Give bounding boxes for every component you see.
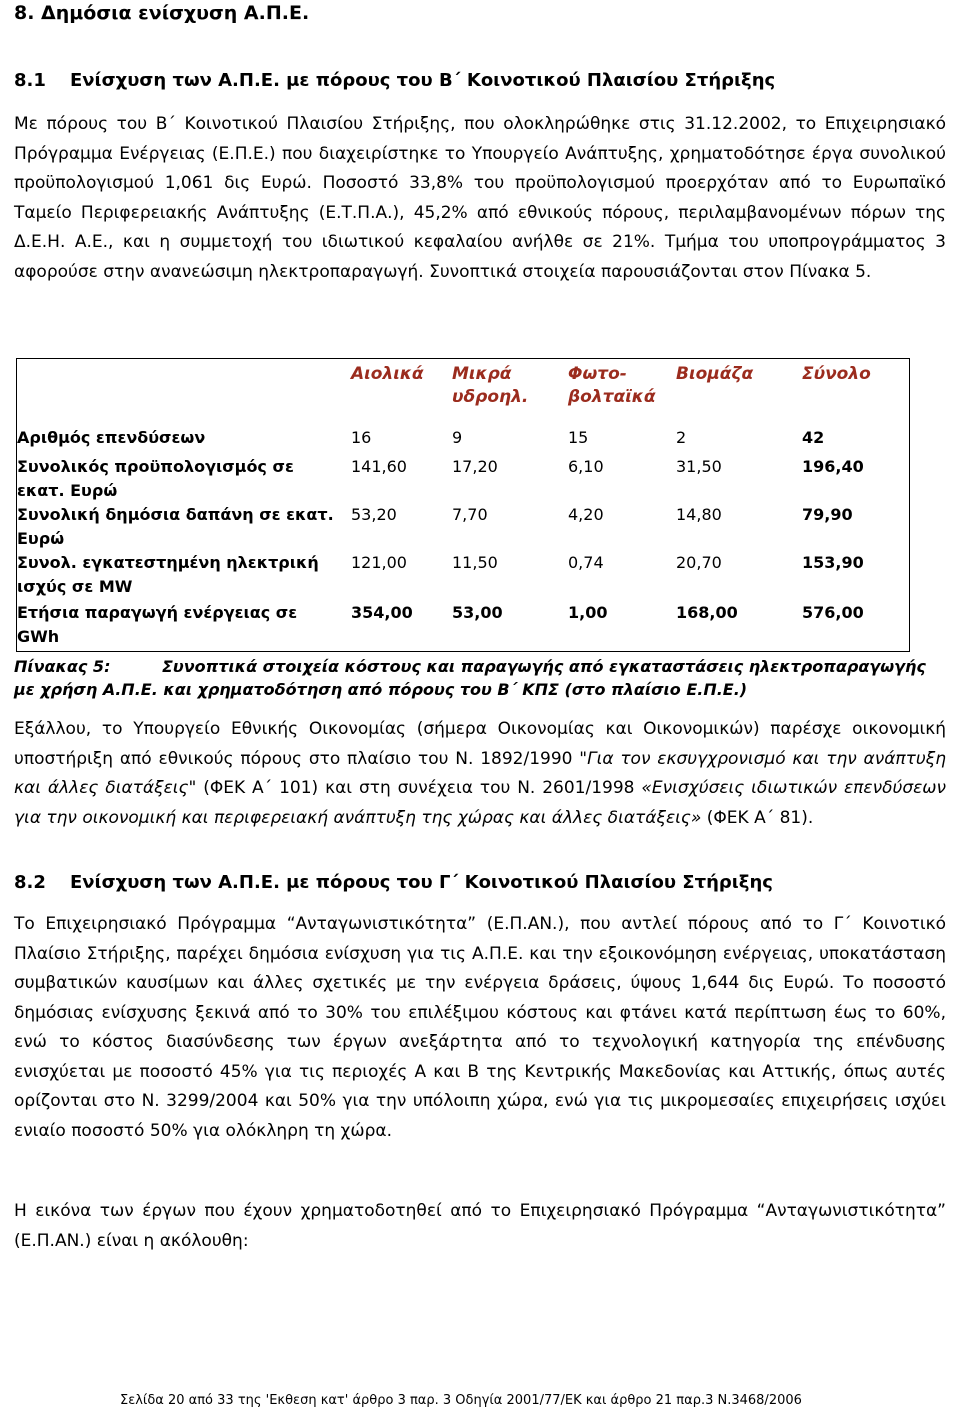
table-cell: 15 (568, 428, 589, 447)
funding-paragraph (14, 715, 946, 833)
table-cell: 6,10 (568, 457, 604, 476)
table-cell: 53,20 (351, 505, 397, 524)
table-header-photovoltaic: Φωτο-βολταϊκά (568, 364, 656, 407)
law-title-italic: Για τον εκσυγχρονισμό και την ανάπτυξη και άλλες διατάξεις (14, 748, 946, 798)
table-cell: 9 (452, 428, 463, 447)
table-cell: 0,74 (568, 553, 604, 572)
para-text: " (ΦΕΚ Α΄ 101) και στη συνέχεια του Ν. 2601/1998 (188, 778, 642, 798)
section-8-1-paragraph: Με πόρους του Β΄ Κοινοτικού Πλαισίου Στήριξης, που ολοκληρώθηκε στις 31.12.2002, το Επιχειρησιακό Πρόγραμμα Ενέργειας (Ε.Π.Ε.) που διαχειρίστηκε το Υπουργείο Ανάπτυξης, χρηματοδότησε έργα συνολικού προϋπολογισμού 1,061 δις Ευρώ. Ποσοστό 33,8% του προϋπολογισμού προερχόταν από το Ευρωπαϊκό Ταμείο Περιφερειακής Ανάπτυξης (Ε.Τ.Π.Α.), 45,2% από εθνικούς πόρους, περιλαμβανομένων πόρων της Δ.Ε.Η. Α.Ε., και η συμμετοχή του ιδιωτικού κεφαλαίου ανήλθε σε 21%. Τμήμα του υποπρογράμματος 3 αφορούσε στην ανανεώσιμη ηλεκτροπαραγωγή. Συνοπτικά στοιχεία παρουσιάζονται στον Πίνακα 5. (14, 114, 946, 282)
table-cell: 121,00 (351, 553, 407, 572)
table-cell-total: 576,00 (802, 603, 864, 622)
section-8-1-heading (14, 70, 775, 91)
table-cell: 17,20 (452, 457, 498, 476)
section-8-2-heading (14, 872, 773, 893)
table-cell: 14,80 (676, 505, 722, 524)
section-title: Ενίσχυση των Α.Π.Ε. με πόρους του Γ΄ Κοινοτικού Πλαισίου Στήριξης (70, 872, 773, 893)
table-row-label: Συνολικός προϋπολογισμός σε εκατ. Ευρώ (17, 457, 294, 500)
table-cell-total: 153,90 (802, 553, 864, 572)
section-8-heading: 8. Δημόσια ενίσχυση Α.Π.Ε. (14, 2, 310, 24)
caption-text: Συνοπτικά στοιχεία κόστους και παραγωγής από εγκαταστάσεις ηλεκτροπαραγωγής με χρήση Α.Π.Ε. και χρηματοδότηση από πόρους του Β΄ ΚΠΣ (στο πλαίσιο Ε.Π.Ε.) (14, 657, 926, 699)
table-cell-total: 42 (802, 428, 825, 447)
table-cell: 7,70 (452, 505, 488, 524)
table-cell: 31,50 (676, 457, 722, 476)
law-title-italic: «Ενισχύσεις ιδιωτικών επενδύσεων για την οικονομική και περιφερειακή ανάπτυξη της χώρας και άλλες διατάξεις» (14, 778, 947, 828)
table-row-label: Συνολ. εγκατεστημένη ηλεκτρική ισχύς σε MW (17, 553, 319, 596)
para-text: Εξάλλου, το Υπουργείο Εθνικής Οικονομίας (σήμερα Οικονομίας και Οικονομικών) παρέσχε οικονομική υποστήριξη από εθνικούς πόρους στο πλαίσιο του Ν. 1892/1990 " (14, 719, 946, 769)
table-row-label: Συνολική δημόσια δαπάνη σε εκατ. Ευρώ (17, 505, 334, 548)
table-cell: 168,00 (676, 603, 738, 622)
table-cell: 16 (351, 428, 372, 447)
table-header-total: Σύνολο (802, 364, 871, 384)
table-cell: 2 (676, 428, 687, 447)
section-number: 8.1 (14, 70, 46, 91)
table-row-label: Αριθμός επενδύσεων (17, 428, 206, 447)
section-8-2-paragraph: Το Επιχειρησιακό Πρόγραμμα “Ανταγωνιστικότητα” (Ε.Π.ΑΝ.), που αντλεί πόρους από το Γ΄ Κοινοτικό Πλαίσιο Στήριξης, παρέχει δημόσια ενίσχυση για τις Α.Π.Ε. και την εξοικονόμηση ενέργειας, υποκατάσταση συμβατικών καυσίμων και άλλες σχετικές με την ενέργεια δράσεις, ύψους 1,644 δις Ευρώ. Το ποσοστό δημόσιας ενίσχυσης ξεκινά από το 30% του επιλέξιμου κόστους και φτάνει κατά περίπτωση έως το 60%, ενώ το κόστος διασύνδεσης των έργων ανεξάρτητα από το τεχνολογική κατηγορία της επένδυσης ενισχύεται με ποσοστό 45% για τις περιοχές Α και Β της Κεντρικής Μακεδονίας και Αττικής, όπως αυτές ορίζονται στο Ν. 3299/2004 και 50% για την υπόλοιπη χώρα, ενώ για τις μικρομεσαίες επιχειρήσεις ισχύει ενιαίο ποσοστό 50% για ολόκληρη τη χώρα. (14, 914, 946, 1141)
table-caption (14, 655, 946, 701)
table-cell: 354,00 (351, 603, 413, 622)
section-8-2-paragraph-2: Η εικόνα των έργων που έχουν χρηματοδοτηθεί από το Επιχειρησιακό Πρόγραμμα “Ανταγωνιστικότητα” (Ε.Π.ΑΝ.) είναι η ακόλουθη: (14, 1201, 946, 1251)
table-row-label: Ετήσια παραγωγή ενέργειας σε GWh (17, 603, 298, 646)
table-header-wind: Αιολικά (351, 364, 424, 384)
table-cell: 141,60 (351, 457, 407, 476)
caption-label: Πίνακας 5: (14, 657, 111, 676)
table-cell: 53,00 (452, 603, 503, 622)
table-header-small-hydro: Μικρά υδροηλ. (452, 364, 529, 407)
table-cell-total: 79,90 (802, 505, 853, 524)
table-header-biomass: Βιομάζα (676, 364, 754, 384)
section-title: Ενίσχυση των Α.Π.Ε. με πόρους του Β΄ Κοινοτικού Πλαισίου Στήριξης (70, 70, 776, 91)
section-number: 8.2 (14, 872, 46, 893)
table-cell: 11,50 (452, 553, 498, 572)
page-footer: Σελίδα 20 από 33 της 'Εκθεση κατ' άρθρο 3 παρ. 3 Οδηγία 2001/77/ΕΚ και άρθρο 21 παρ.3 Ν.3468/2006 (120, 1393, 802, 1408)
para-text: (ΦΕΚ Α΄ 81). (701, 807, 814, 828)
summary-table (16, 358, 910, 652)
table-cell: 1,00 (568, 603, 608, 622)
table-cell-total: 196,40 (802, 457, 864, 476)
table-cell: 20,70 (676, 553, 722, 572)
table-cell: 4,20 (568, 505, 604, 524)
